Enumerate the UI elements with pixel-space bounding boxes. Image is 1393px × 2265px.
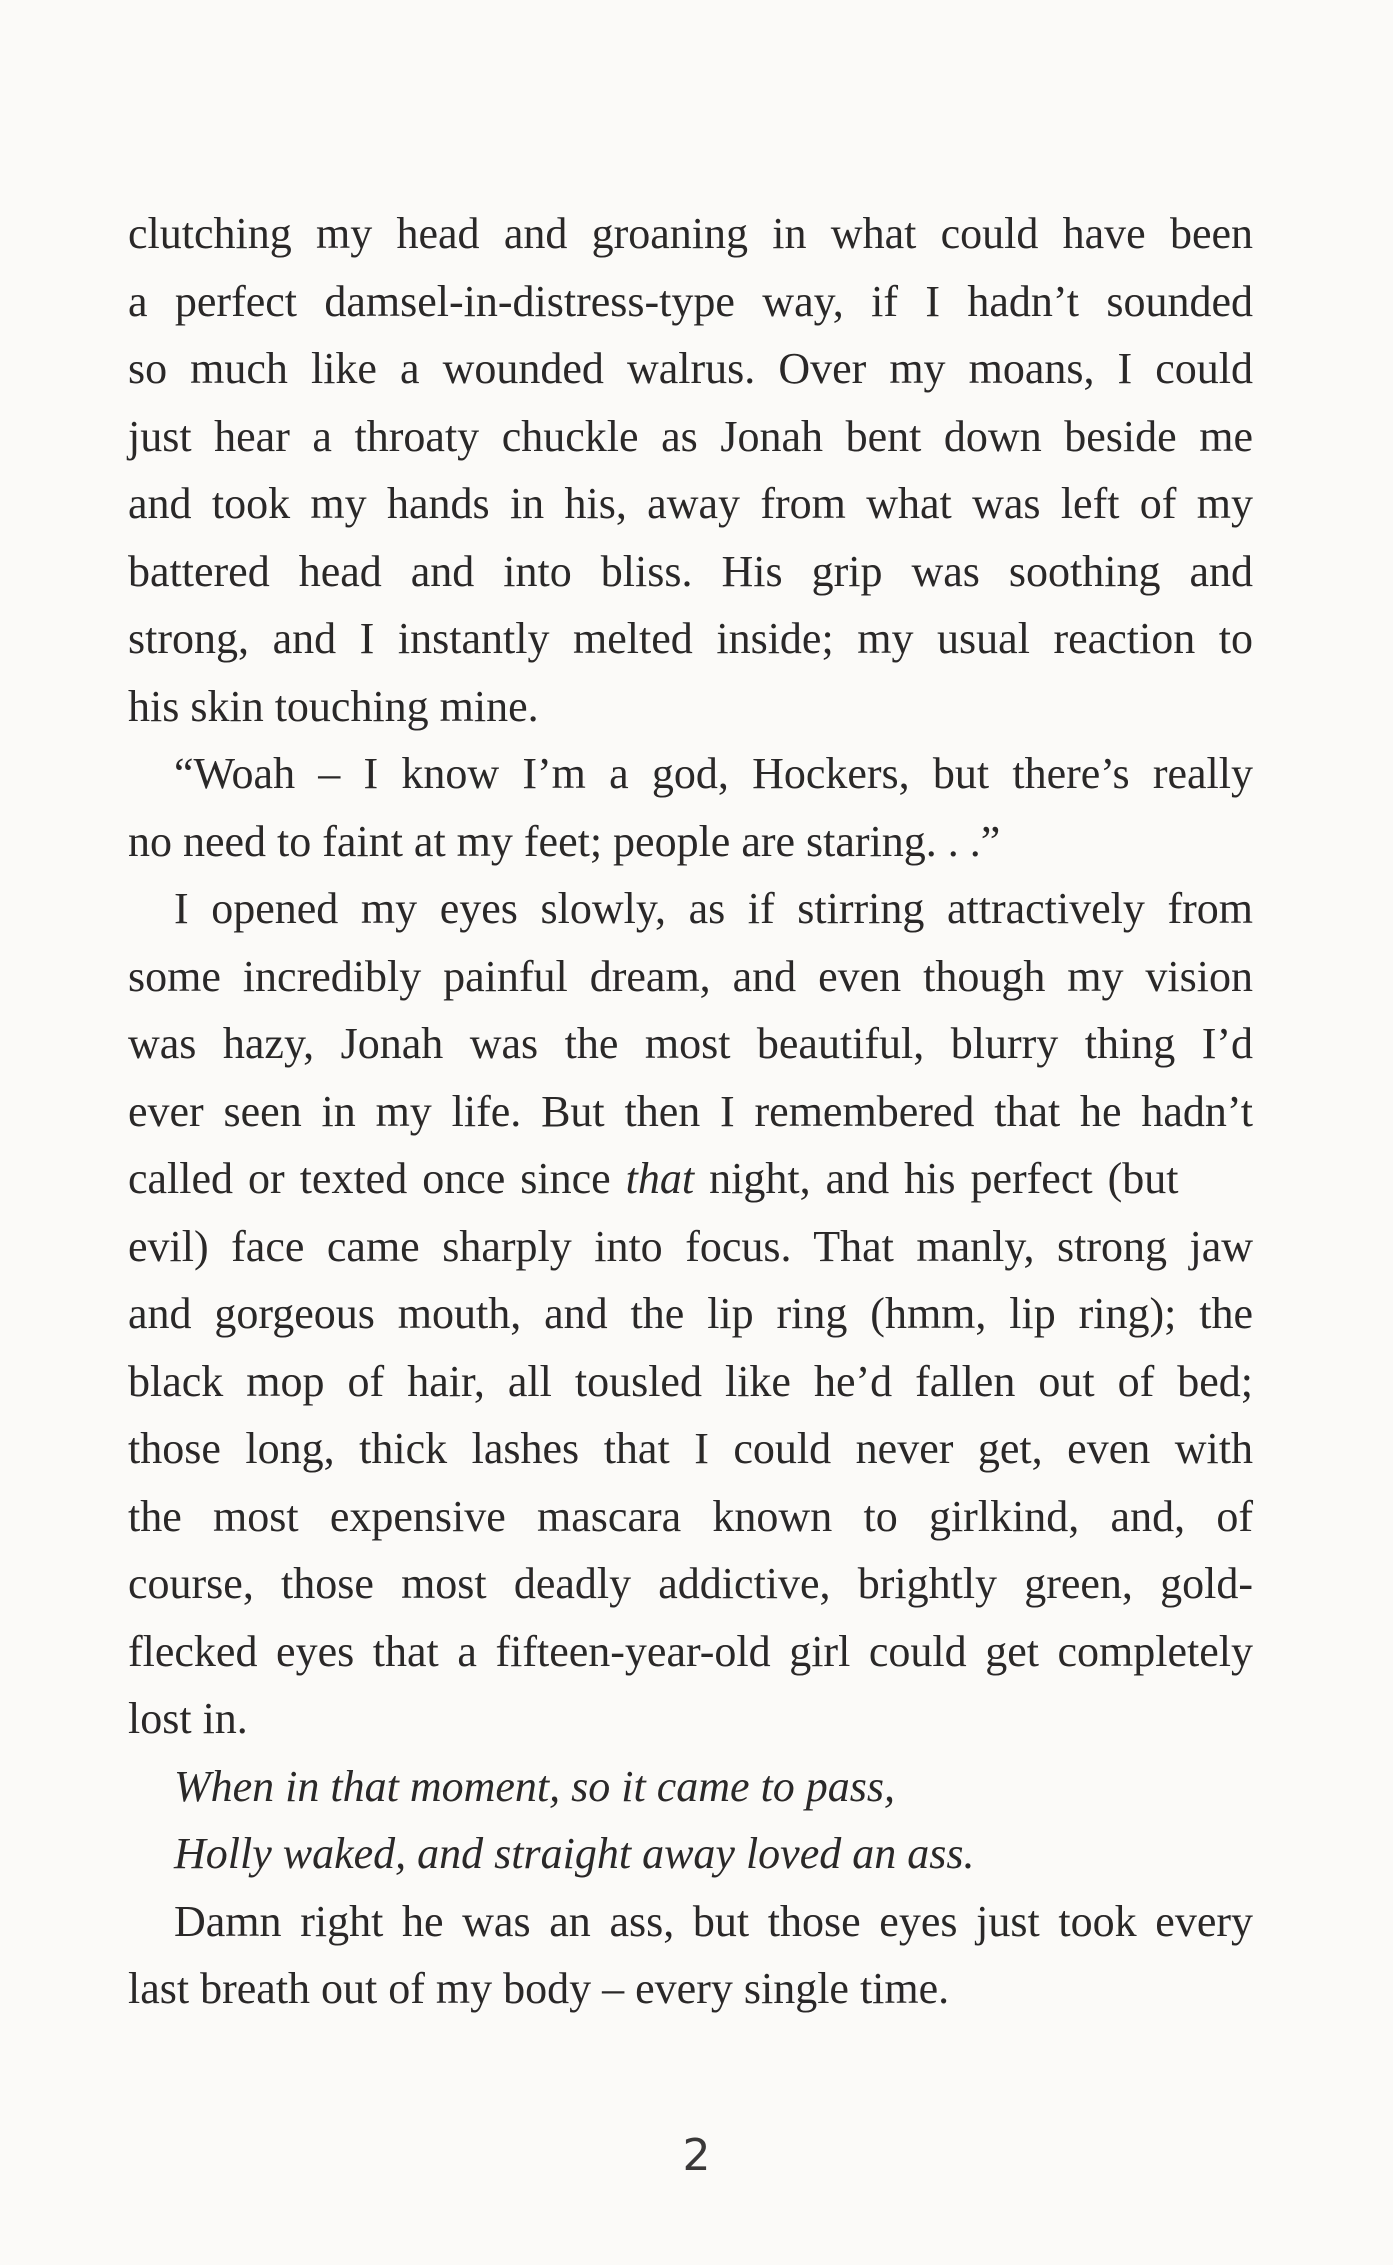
verse-line: When in that moment, so it came to pass, [174,1761,896,1811]
text-line: was hazy, Jonah was the most beautiful, blurry thing I’d [128,1019,1253,1068]
text-line: ever seen in my life. But then I remembered that he hadn’t [128,1086,1253,1136]
text-line: those long, thick lashes that I could never get, even with [128,1424,1253,1473]
text-line: flecked eyes that a fifteen-year-old girl could get completely [128,1626,1253,1676]
page-number: 2 [682,2130,711,2181]
text-line: just hear a throaty chuckle as Jonah bent down beside me [128,411,1253,461]
text-line: strong, and I instantly melted inside; my usual reaction to [128,614,1253,663]
text-line: I opened my eyes slowly, as if stirring attractively from [174,884,1253,933]
text-line: so much like a wounded walrus. Over my moans, I could [128,344,1253,393]
text-line: evil) face came sharply into focus. That manly, strong jaw [128,1221,1253,1271]
verse-line: Holly waked, and straight away loved an ass. [174,1829,975,1878]
text-line: last breath out of my body – every single time. [128,1964,950,2013]
text-line: some incredibly painful dream, and even though my vision [128,951,1253,1001]
text-line: a perfect damsel-in-distress-type way, if I hadn’t sounded [128,276,1253,326]
text-line: “Woah – I know I’m a god, Hockers, but there’s really [174,749,1253,798]
text-line: battered head and into bliss. His grip was soothing and [128,546,1253,596]
text-line: and took my hands in his, away from what was left of my [128,479,1253,528]
text-segment: night, and his perfect (but [694,1154,1179,1203]
text-line: the most expensive mascara known to girlkind, and, of [128,1491,1253,1541]
emphasized-word: that [625,1154,695,1203]
text-line: black mop of hair, all tousled like he’d fallen out of bed; [128,1356,1253,1406]
text-line: and gorgeous mouth, and the lip ring (hmm, lip ring); the [128,1289,1253,1338]
text-line: clutching my head and groaning in what could have been [128,209,1253,258]
body-text [128,200,1253,2023]
text-line: lost in. [128,1694,248,1743]
text-line-with-emphasis [128,1145,1253,1213]
text-line: Damn right he was an ass, but those eyes just took every [174,1896,1253,1946]
text-segment: called or texted once since [128,1154,626,1203]
text-line: course, those most deadly addictive, brightly green, gold- [128,1559,1253,1608]
text-line: no need to faint at my feet; people are staring. . .” [128,816,1001,866]
text-line: his skin touching mine. [128,681,539,731]
